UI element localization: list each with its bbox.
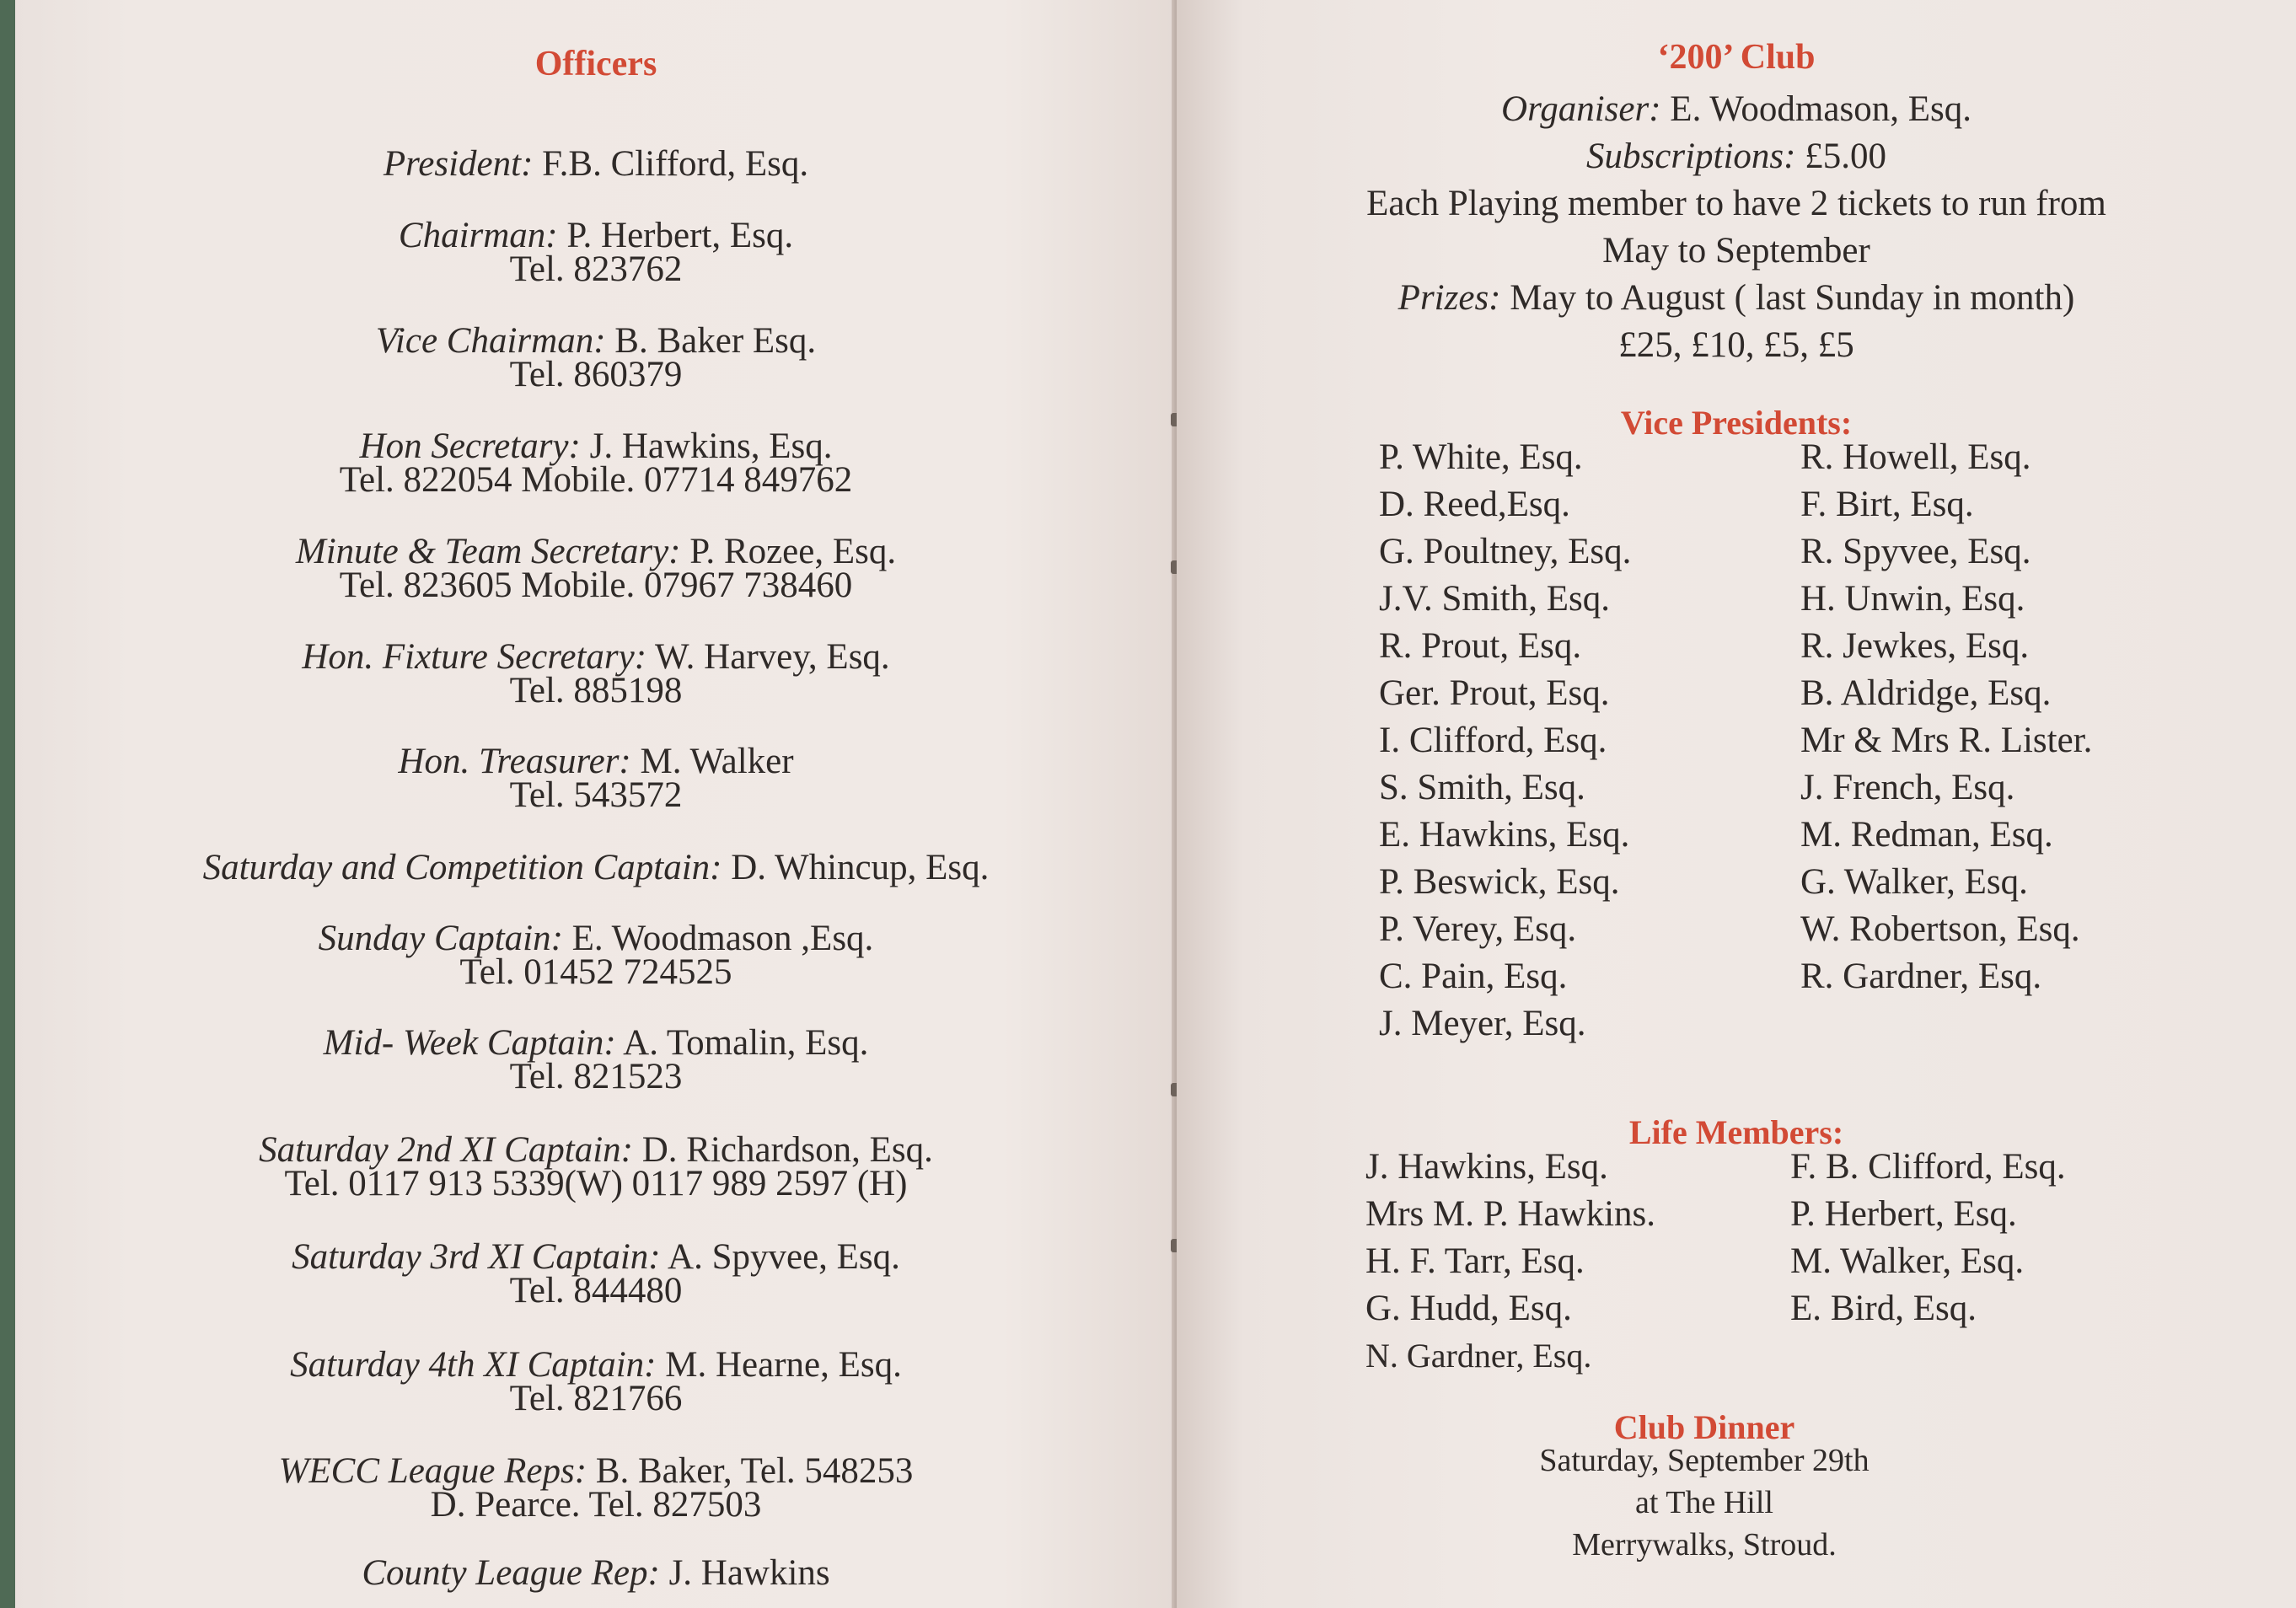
- list-item: D. Reed,Esq.: [1379, 485, 1570, 524]
- officer-role: Saturday 4th XI Captain:: [290, 1345, 657, 1385]
- subscriptions-label: Subscriptions:: [1586, 137, 1796, 176]
- officer-name: P. Herbert, Esq.: [566, 216, 794, 255]
- officer-midweek-captain: [15, 1023, 1177, 1096]
- officer-tel: Tel. 821766: [509, 1379, 683, 1418]
- prizes-value: May to August ( last Sunday in month): [1510, 278, 2075, 318]
- officer-name: E. Woodmason ,Esq.: [571, 919, 874, 958]
- list-item: W. Robertson, Esq.: [1800, 909, 2080, 949]
- officer-tel: Tel. 821523: [509, 1057, 683, 1096]
- vice-presidents-col-2: [1800, 434, 2092, 1000]
- officer-tel: Tel. 01452 724525: [459, 952, 732, 992]
- list-item: M. Walker, Esq.: [1790, 1241, 2025, 1281]
- officer-name: J. Hawkins: [668, 1553, 830, 1593]
- list-item: G. Walker, Esq.: [1800, 862, 2028, 902]
- officer-tel: Tel. 823762: [509, 249, 683, 289]
- dinner-location: Merrywalks, Stroud.: [1572, 1527, 1837, 1562]
- officer-name: M. Walker: [640, 742, 794, 781]
- list-item: P. White, Esq.: [1379, 437, 1583, 477]
- officer-tel: Tel. 823605 Mobile. 07967 738460: [339, 565, 853, 605]
- right-page: [1177, 0, 2296, 1608]
- club-200-heading: ‘200’ Club: [1657, 38, 1816, 77]
- officer-role: Chairman:: [398, 216, 558, 255]
- list-item: P. Beswick, Esq.: [1379, 862, 1620, 902]
- officer-4th-xi-captain: [15, 1345, 1177, 1418]
- officer-role: Saturday and Competition Captain:: [202, 848, 722, 887]
- list-item: R. Howell, Esq.: [1800, 437, 2031, 477]
- life-members-col-2: [1790, 1144, 2066, 1332]
- officer-name: A. Tomalin, Esq.: [623, 1023, 869, 1063]
- officer-name: A. Spyvee, Esq.: [668, 1237, 900, 1277]
- officer-name: D. Whincup, Esq.: [731, 848, 990, 887]
- officer-tel: Tel. 885198: [509, 671, 683, 710]
- list-item: J. Meyer, Esq.: [1379, 1004, 1586, 1043]
- officer-hon-secretary: [15, 426, 1177, 500]
- prizes-label: Prizes:: [1397, 278, 1501, 318]
- officer-vice-chairman: [15, 321, 1177, 394]
- officer-name: M. Hearne, Esq.: [665, 1345, 902, 1385]
- life-members-col-1: [1365, 1144, 1655, 1380]
- list-item: P. Herbert, Esq.: [1790, 1194, 2017, 1234]
- list-item: M. Redman, Esq.: [1800, 815, 2053, 855]
- officer-chairman: [15, 216, 1177, 289]
- prizes-line: [1177, 275, 2296, 322]
- list-item: S. Smith, Esq.: [1379, 768, 1585, 807]
- left-page: [15, 0, 1177, 1608]
- officer-minute-team-secretary: [15, 532, 1177, 605]
- officer-role: WECC League Reps:: [278, 1451, 587, 1491]
- officer-role: Minute & Team Secretary:: [295, 532, 681, 571]
- list-item: N. Gardner, Esq.: [1365, 1337, 1592, 1375]
- prize-amounts: £25, £10, £5, £5: [1618, 325, 1854, 365]
- organiser-label: Organiser:: [1501, 89, 1661, 129]
- officer-name: D. Richardson, Esq.: [641, 1130, 933, 1170]
- organiser-line: [1177, 86, 2296, 133]
- organiser-name: E. Woodmason, Esq.: [1670, 89, 1971, 129]
- tickets-line-1: Each Playing member to have 2 tickets to run from: [1366, 184, 2106, 223]
- officer-role: President:: [383, 144, 534, 184]
- officer-tel: Tel. 860379: [509, 355, 683, 394]
- officer-role: Hon. Treasurer:: [398, 742, 631, 781]
- list-item: F. B. Clifford, Esq.: [1790, 1147, 2066, 1187]
- officer-name: B. Baker Esq.: [614, 321, 817, 361]
- officers-heading: Officers: [534, 45, 657, 83]
- list-item: E. Bird, Esq.: [1790, 1289, 1977, 1328]
- list-item: Ger. Prout, Esq.: [1379, 673, 1610, 713]
- officer-name: P. Rozee, Esq.: [689, 532, 897, 571]
- dinner-date: Saturday, September 29th: [1539, 1443, 1870, 1478]
- officer-fixture-secretary: [15, 637, 1177, 710]
- officer-name: F.B. Clifford, Esq.: [542, 144, 809, 184]
- officer-role: Saturday 3rd XI Captain:: [292, 1237, 661, 1277]
- officer-name: J. Hawkins, Esq.: [589, 426, 833, 466]
- list-item: B. Aldridge, Esq.: [1800, 673, 2052, 713]
- list-item: H. Unwin, Esq.: [1800, 579, 2025, 619]
- list-item: F. Birt, Esq.: [1800, 485, 1974, 524]
- officer-treasurer: [15, 742, 1177, 815]
- officer-tel: Tel. 844480: [509, 1271, 683, 1311]
- subscriptions-value: £5.00: [1805, 137, 1886, 176]
- officer-2nd-xi-captain: [15, 1130, 1177, 1203]
- tickets-line-2: May to September: [1602, 231, 1870, 271]
- list-item: H. F. Tarr, Esq.: [1365, 1241, 1585, 1281]
- list-item: Mr & Mrs R. Lister.: [1800, 721, 2093, 760]
- officer-tel: Tel. 822054 Mobile. 07714 849762: [339, 460, 853, 500]
- officer-county-league-rep: [15, 1553, 1177, 1593]
- officer-president: [15, 144, 1177, 184]
- officer-tel: Tel. 543572: [509, 775, 683, 815]
- list-item: J.V. Smith, Esq.: [1379, 579, 1610, 619]
- list-item: R. Spyvee, Esq.: [1800, 532, 2031, 571]
- officer-sunday-captain: [15, 919, 1177, 992]
- officer-name: B. Baker, Tel. 548253: [595, 1451, 914, 1491]
- officer-role: Mid- Week Captain:: [323, 1023, 616, 1063]
- vice-presidents-heading: Vice Presidents:: [1620, 404, 1853, 442]
- officer-tel: D. Pearce. Tel. 827503: [430, 1485, 762, 1525]
- officer-role: Sunday Captain:: [318, 919, 563, 958]
- officer-saturday-captain: [15, 848, 1177, 887]
- officer-role: County League Rep:: [362, 1553, 660, 1593]
- list-item: E. Hawkins, Esq.: [1379, 815, 1630, 855]
- life-members-heading: Life Members:: [1628, 1113, 1844, 1151]
- list-item: J. French, Esq.: [1800, 768, 2015, 807]
- list-item: G. Poultney, Esq.: [1379, 532, 1632, 571]
- officer-3rd-xi-captain: [15, 1237, 1177, 1311]
- subscriptions-line: [1177, 133, 2296, 180]
- list-item: Mrs M. P. Hawkins.: [1365, 1194, 1656, 1234]
- dinner-venue: at The Hill: [1635, 1485, 1773, 1520]
- list-item: R. Jewkes, Esq.: [1800, 626, 2030, 666]
- list-item: C. Pain, Esq.: [1379, 957, 1568, 996]
- list-item: P. Verey, Esq.: [1379, 909, 1577, 949]
- list-item: R. Prout, Esq.: [1379, 626, 1582, 666]
- officer-role: Saturday 2nd XI Captain:: [259, 1130, 633, 1170]
- club-dinner-heading: Club Dinner: [1613, 1408, 1795, 1446]
- officer-role: Vice Chairman:: [375, 321, 606, 361]
- officer-wecc-league-reps: [15, 1451, 1177, 1525]
- list-item: J. Hawkins, Esq.: [1365, 1147, 1608, 1187]
- officer-role: Hon. Fixture Secretary:: [302, 637, 647, 677]
- vice-presidents-col-1: [1379, 434, 1631, 1048]
- officer-name: W. Harvey, Esq.: [655, 637, 890, 677]
- list-item: R. Gardner, Esq.: [1800, 957, 2042, 996]
- list-item: G. Hudd, Esq.: [1365, 1289, 1572, 1328]
- officer-role: Hon Secretary:: [359, 426, 581, 466]
- officer-tel: Tel. 0117 913 5339(W) 0117 989 2597 (H): [284, 1164, 908, 1203]
- list-item: I. Clifford, Esq.: [1379, 721, 1607, 760]
